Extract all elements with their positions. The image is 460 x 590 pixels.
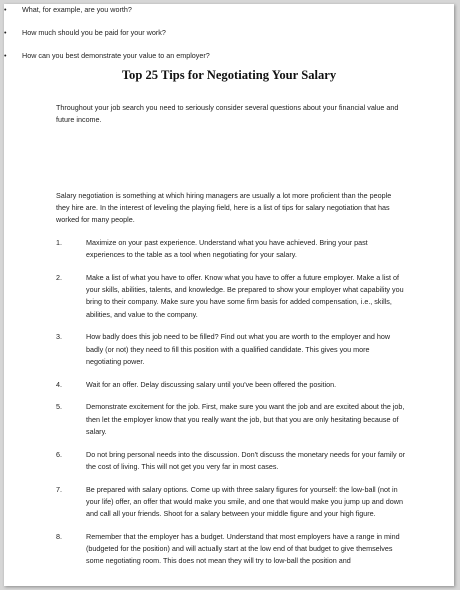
document-page xyxy=(4,4,454,586)
tip-text: How badly does this job need to be filled? Find out what you are worth to the employer and how badly (or not) they need to fill this position with a qualified candidate. This gives you more negotiating power. xyxy=(86,332,391,366)
tip-text: Wait for an offer. Delay discussing salary until you've been offered the position. xyxy=(86,379,337,389)
tip-item xyxy=(56,531,406,568)
tip-text: Remember that the employer has a budget. Understand that most employers have a range in mind (budgeted for the position) and will actually start at the low end of that budget to give themselves some negotiating room. This does not mean they will try to low-ball the position and xyxy=(86,531,400,566)
negotiation-paragraph: Salary negotiation is something at which hiring managers are usually a lot more proficient than the people they hire are. In the interest of leveling the playing field, here is a list of tips for salary negotiation that has worked for many people. xyxy=(56,191,392,224)
tip-number: 6. xyxy=(56,449,62,459)
tip-number: 8. xyxy=(56,531,62,541)
tip-item xyxy=(56,272,406,321)
list-item-text: How can you best demonstrate your value to an employer? xyxy=(22,51,210,60)
tip-item xyxy=(56,379,406,391)
tip-item xyxy=(56,401,406,438)
question-list xyxy=(4,4,334,62)
list-item xyxy=(4,50,334,62)
tip-number: 5. xyxy=(56,402,62,412)
tip-number: 3. xyxy=(56,332,62,342)
document-title: Top 25 Tips for Negotiating Your Salary xyxy=(121,68,337,82)
list-item xyxy=(4,27,334,39)
tip-number: 4. xyxy=(56,379,62,389)
list-item-text: What, for example, are you worth? xyxy=(22,5,132,14)
tip-item xyxy=(56,449,406,473)
bullet-icon: • xyxy=(4,5,7,14)
tip-number: 7. xyxy=(56,484,62,494)
tip-text: Demonstrate excitement for the job. First, make sure you want the job and are excited about the job, then let the employer know that you really want the job, but that you are only hesitating because of salary. xyxy=(86,402,405,436)
tip-item xyxy=(56,237,406,261)
tips-list xyxy=(56,237,406,578)
list-item-text: How much should you be paid for your work? xyxy=(22,28,166,37)
tip-item xyxy=(56,484,406,521)
tip-item xyxy=(56,331,406,368)
tip-number: 1. xyxy=(56,238,62,247)
tip-text: Do not bring personal needs into the discussion. Don't discuss the monetary needs for your family or the cost of living. This will not get you very far in most cases. xyxy=(86,449,405,471)
tip-text: Be prepared with salary options. Come up with three salary figures for yourself: the low-ball (not in your life) offer, an offer that would make you smile, and one that would make you jump up and down and call all your friends. Shoot for a salary between your middle figure and your high figure. xyxy=(86,484,403,519)
tip-text: Make a list of what you have to offer. Know what you have to offer a future employer. Make a list of your skills, abilities, talents, and knowledge. Be prepared to show your employer what capability you bring to their company. Make sure you have some firm basis for added compensation, i.e., skills, abilities, and value to the company. xyxy=(86,273,404,319)
tip-number: 2. xyxy=(56,273,62,282)
intro-paragraph: Throughout your job search you need to seriously consider several questions about your financial value and future income. xyxy=(56,103,399,124)
tip-text: Maximize on your past experience. Understand what you have achieved. Bring your past experiences to the table as a tool when negotiating for your salary. xyxy=(86,238,368,260)
bullet-icon: • xyxy=(4,28,7,37)
list-item xyxy=(4,4,334,16)
bullet-icon: • xyxy=(4,51,7,60)
